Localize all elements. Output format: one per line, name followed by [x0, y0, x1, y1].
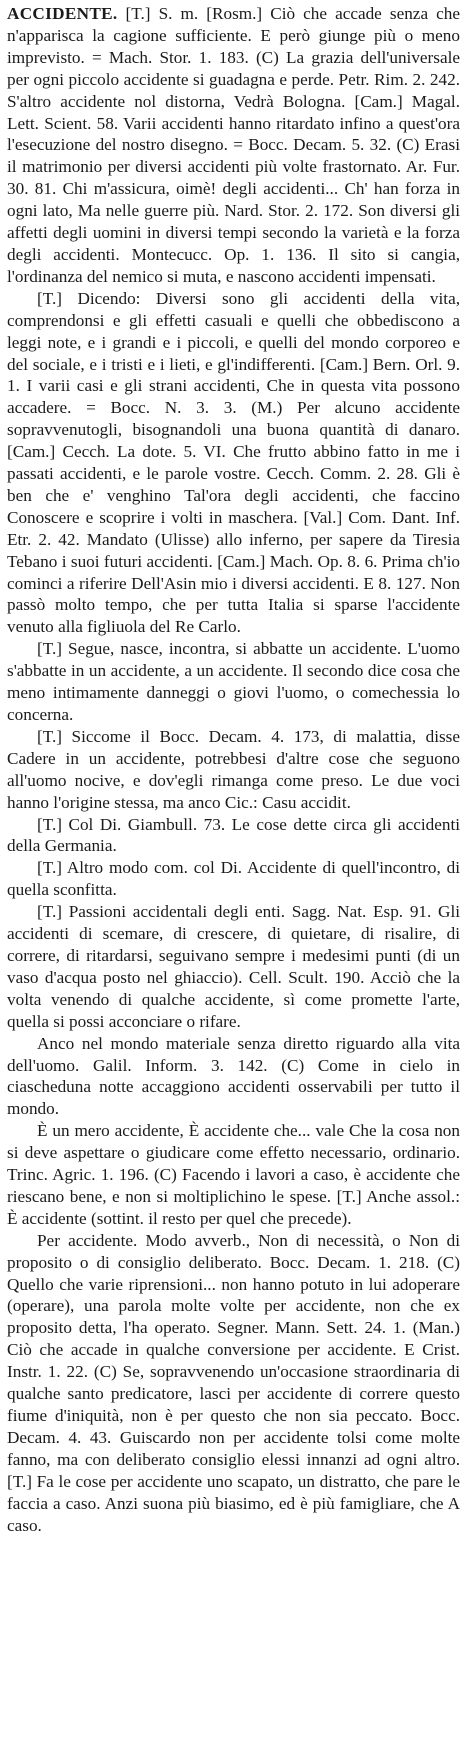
entry-paragraph: [T.] Segue, nasce, incontra, si abbatte un accidente. L'uomo s'abbatte in un accidente, a un accidente. Il secondo dice cosa che meno intimamente danneggi o giovi l'uomo, o comechessia lo concerna.	[7, 639, 460, 724]
entry-paragraph: È un mero accidente, È accidente che... vale Che la cosa non si deve aspettare o giudicare come effetto necessario, ordinario. Trinc. Agric. 1. 196. (C) Facendo i lavori a caso, è accidente che riescano bene, e non si moltiplichino le spese. [T.] Anche assol.: È accidente (sottint. il resto per quel che precede).	[7, 1121, 460, 1228]
entry-paragraph: [T.] Siccome il Bocc. Decam. 4. 173, di malattia, disse Cadere in un accidente, potrebbesi d'altre cose che seguono all'uomo nocive, e dov'egli rimanga come preso. Le due voci hanno l'origine stessa, ma anco Cic.: Casu accidit.	[7, 726, 460, 812]
entry-paragraph: [T.] Altro modo com. col Di. Accidente di quell'incontro, di quella sconfitta.	[7, 858, 460, 900]
entry-paragraph-per-accidente: Per accidente. Modo avverb., Non di necessità, o Non di proposito o di consiglio deliberato. Bocc. Decam. 1. 218. (C) Quello che varie riprensioni... non hanno potuto in lui adoperare (operare), una parola molte volte per accidente, non che ex proposito detta, l'ha operato. Segner. Mann. Sett. 24. 1. (Man.) Ciò che accade in qualche conversione per accidente. E Crist. Instr. 1. 22. (C) Se, sopravvenendo un'occasione straordinaria di qualche santo predicatore, lasci per accidente di correre questo fiume d'iniquità, non è per questo che non sia peccato. Bocc. Decam. 4. 43. Guiscardo non per accidente tolsi come molte fanno, ma con deliberato consiglio elessi innanzi ad ogni altro. [T.] Fa le cose per accidente uno scapato, un distratto, che pare le faccia a caso. Anzi suona più biasimo, ed è più famigliare, che A caso.	[7, 1230, 460, 1535]
entry-paragraph: [T.] Col Di. Giambull. 73. Le cose dette circa gli accidenti della Germania.	[7, 814, 460, 856]
entry-paragraph: [T.] Passioni accidentali degli enti. Sagg. Nat. Esp. 91. Gli accidenti di scemare, di crescere, di quietare, di risalire, di correre, di ritardarsi, seguivano sempre i medesimi punti (di un vaso d'acqua posto nel ghiaccio). Cell. Scult. 190. Acciò che la volta venendo di qualche accidente, sì come promette l'arte, quella si possi acconciare o rifare.	[7, 902, 460, 1031]
entry-paragraph-main	[7, 3, 460, 288]
entry-paragraph: [T.] Dicendo: Diversi sono gli accidenti della vita, comprendonsi e gli effetti casuali e quelli che obbediscono a leggi note, e i grandi e i piccoli, e quelli del mondo corporeo e del sociale, e i tristi e i lieti, e gl'indifferenti. [Cam.] Bern. Orl. 9. 1. I varii casi e gli strani accidenti, Che in questa vita possono accadere. = Bocc. N. 3. 3. (M.) Per alcuno accidente sopravvenutogli, bisognandoli una buona quantità di danaro. [Cam.] Cecch. La dote. 5. VI. Che frutto abbino fatto in me i passati accidenti, e le parole vostre. Cecch. Comm. 2. 28. Gli è ben che e' venghino Tal'ora degli accidenti, che faccino Conoscere e scoprire i volti in maschera. [Val.] Com. Dant. Inf. Etr. 2. 42. Mandato (Ulisse) allo inferno, per sapere da Tiresia Tebano i suoi futuri accidenti. [Cam.] Mach. Op. 8. 6. Prima ch'io cominci a riferire Dell'Asin mio i diversi accidenti. E 8. 127. Non passò molto tempo, che per tutta Italia si sparse l'accidente venuto alla figliuola del Re Carlo.	[7, 288, 460, 637]
headword: ACCIDENTE.	[7, 4, 118, 23]
entry-paragraph: Anco nel mondo materiale senza diretto riguardo alla vita dell'uomo. Galil. Inform. 3. 142. (C) Come in cielo in ciascheduna notte accaggiono accidenti osservabili per tutto il mondo.	[7, 1033, 460, 1119]
definition-text: [T.] S. m. [Rosm.] Ciò che accade senza che n'apparisca la cagione sufficiente. E però giunge più o meno imprevisto. = Mach. Stor. 1. 183. (C) La grazia dell'universale per ogni piccolo accidente si guadagna e perde. Petr. Rim. 2. 242. S'altro accidente nol distorna, Vedrà Bologna. [Cam.] Magal. Lett. Scient. 58. Varii accidenti hanno ritardato infino a quest'ora l'esecuzione del nostro disegno. = Bocc. Decam. 5. 32. (C) Erasi il matrimonio per diversi accidenti più volte frastornato. Ar. Fur. 30. 81. Chi m'assicura, oimè! degli accidenti... Ch' han forza in ogni lato, Ma nelle guerre più. Nard. Stor. 2. 172. Son diversi gli affetti degli uomini in diversi tempi secondo la varietà e la forza degli accidenti. Montecucc. Op. 1. 136. Il sito si cangia, l'ordinanza del nemico si muta, e nascono accidenti impensati.	[7, 4, 461, 286]
